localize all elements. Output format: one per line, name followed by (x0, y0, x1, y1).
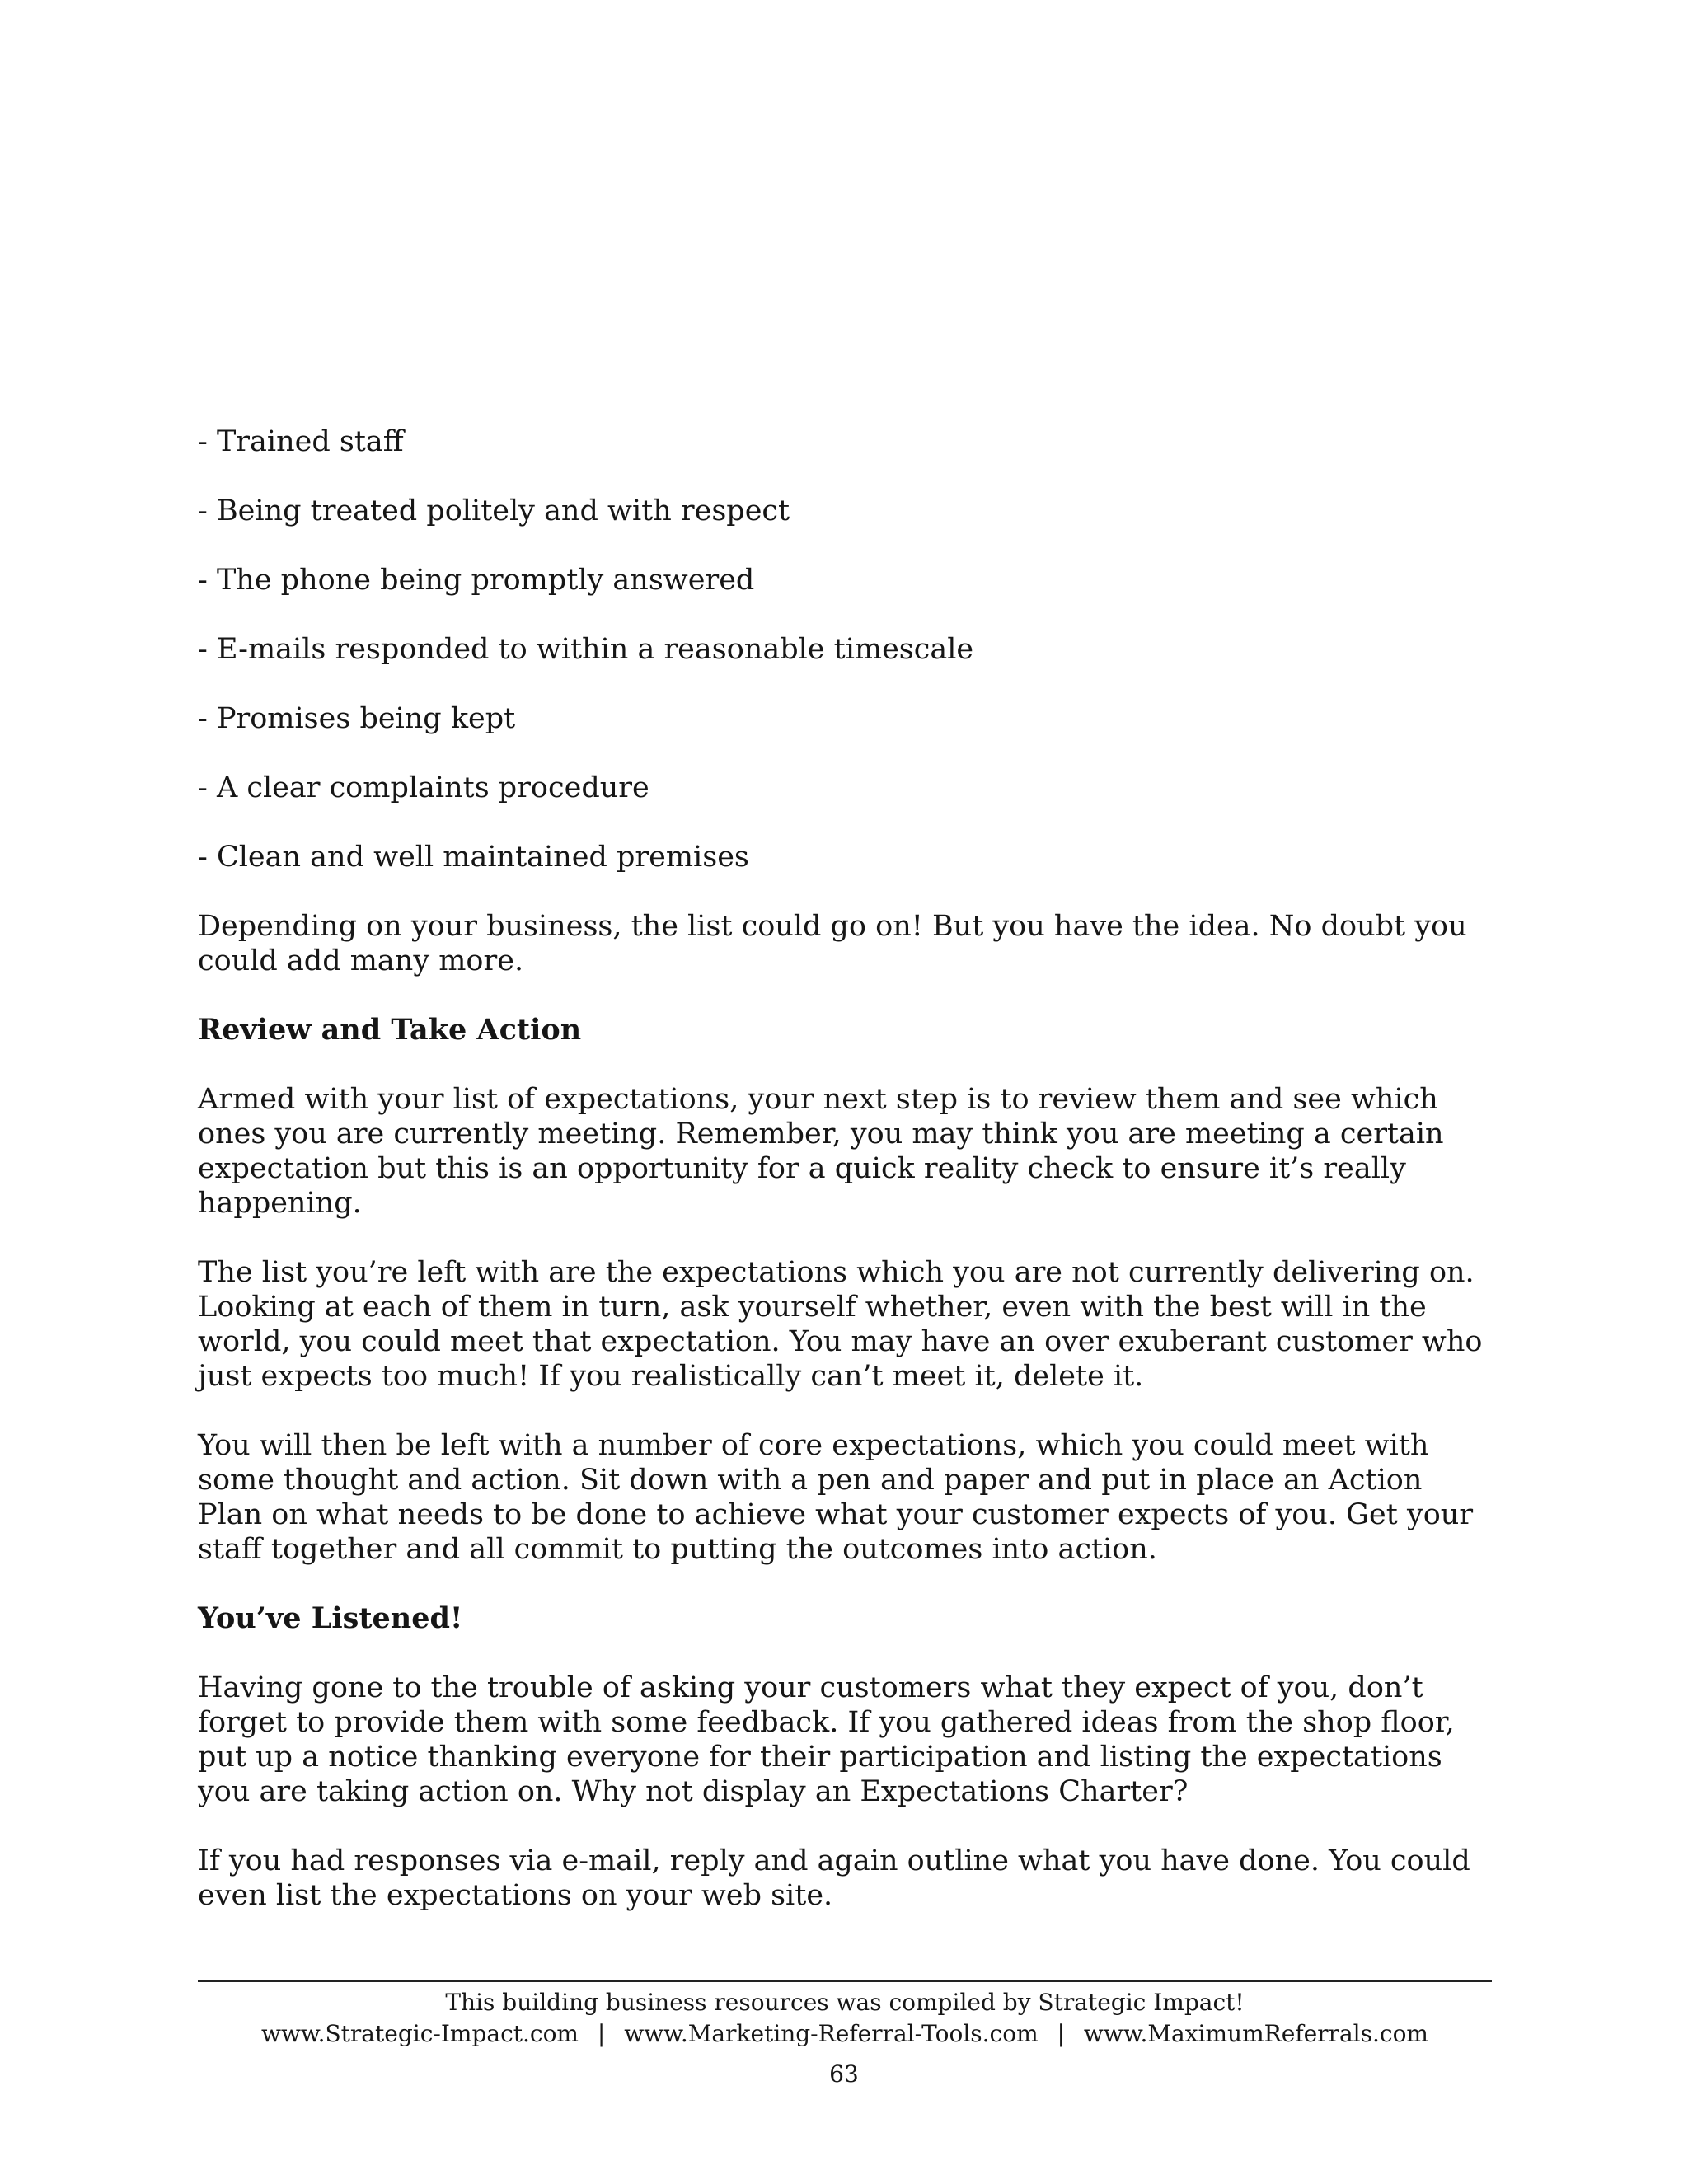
footer-link-marketing-referral-tools[interactable]: www.Marketing-Referral-Tools.com (624, 2020, 1039, 2047)
intro-paragraph: Depending on your business, the list could go on! But you have the idea. No doubt you could add many more. (198, 910, 1467, 977)
paragraph: Armed with your list of expectations, your next step is to review them and see which ones you are currently meeting. Remember, you may think you are meeting a certain expectation but this is an opportunity for a quick reality check to ensure it’s really happening. (198, 1083, 1444, 1220)
paragraph: The list you’re left with are the expectations which you are not currently delivering on. Looking at each of them in turn, ask yourself whether, even with the best will in the world, you could meet that expectation. You may have an over exuberant customer who just expects too much! If you realistically can’t meet it, delete it. (198, 1256, 1483, 1393)
expectations-list (198, 424, 1492, 874)
section-heading-listened: You’ve Listened! (198, 1601, 463, 1635)
footer-separator: | (597, 2020, 606, 2047)
footer-separator: | (1057, 2020, 1065, 2047)
footer-link-maximum-referrals[interactable]: www.MaximumReferrals.com (1083, 2020, 1428, 2047)
footer-links (198, 2018, 1492, 2050)
list-item: - Trained staff (198, 425, 404, 458)
list-item: - The phone being promptly answered (198, 564, 755, 597)
paragraph: If you had responses via e-mail, reply and again outline what you have done. You could even list the expectations on your web site. (198, 1844, 1470, 1912)
section-heading-review: Review and Take Action (198, 1013, 582, 1047)
page-body (198, 424, 1492, 1947)
page-number: 63 (829, 2060, 859, 2088)
footer-credit: This building business resources was compiled by Strategic Impact! (445, 1989, 1245, 2016)
paragraph: You will then be left with a number of core expectations, which you could meet with some thought and action. Sit down with a pen and paper and put in place an Action Plan on what needs to be done to achieve what your customer expects of you. Get your staff together and all commit to putting the outcomes into action. (198, 1429, 1474, 1566)
list-item: - Clean and well maintained premises (198, 841, 749, 874)
list-item: - E-mails responded to within a reasonable timescale (198, 633, 974, 666)
list-item: - Being treated politely and with respect (198, 494, 790, 527)
list-item: - Promises being kept (198, 702, 516, 735)
page-footer (198, 1980, 1492, 2050)
list-item: - A clear complaints procedure (198, 771, 649, 804)
footer-link-strategic-impact[interactable]: www.Strategic-Impact.com (261, 2020, 579, 2047)
paragraph: Having gone to the trouble of asking your customers what they expect of you, don’t forget to provide them with some feedback. If you gathered ideas from the shop floor, put up a notice thanking everyone for their participation and listing the expectations you are taking action on. Why not display an Expectations Charter? (198, 1671, 1455, 1808)
